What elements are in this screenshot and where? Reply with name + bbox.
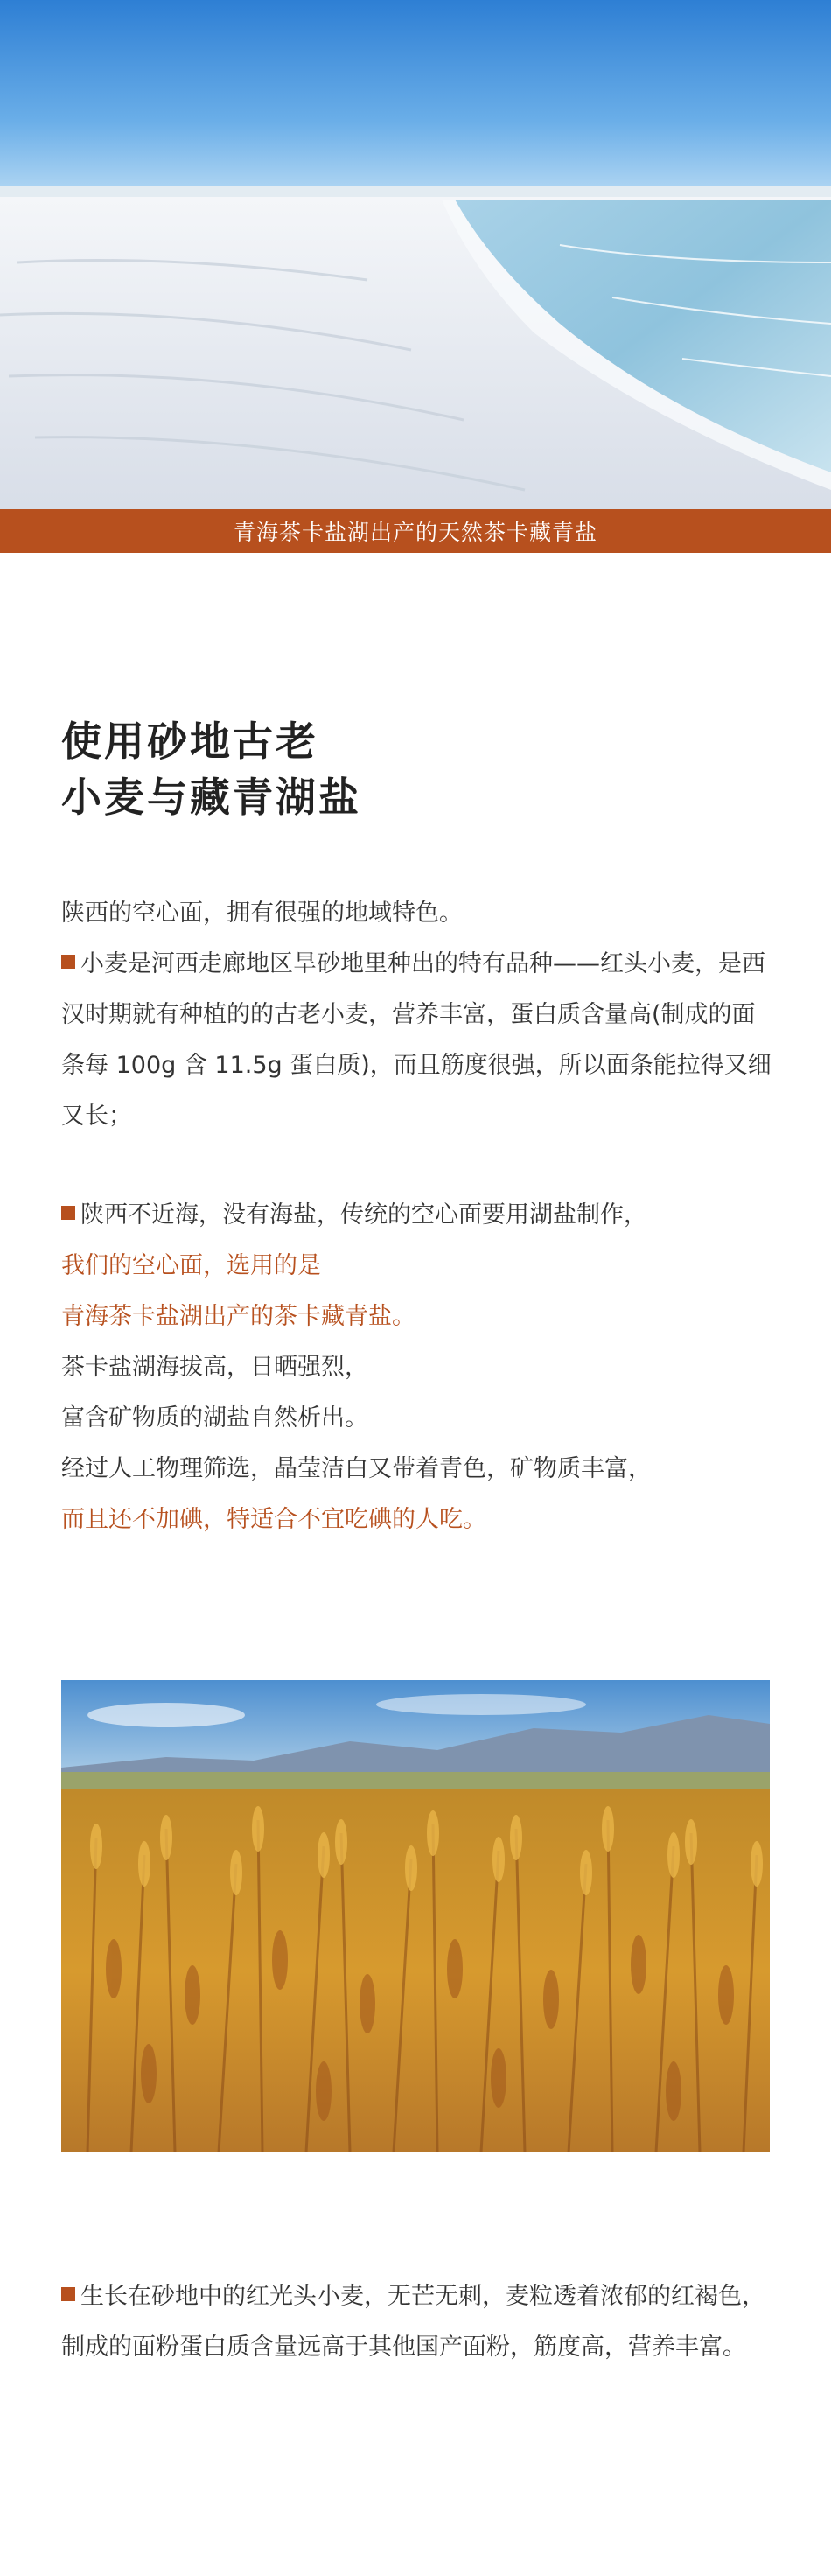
- heading-line-1: 使用砂地古老: [61, 718, 318, 765]
- wheat-paragraph: [61, 939, 779, 1142]
- bullet-square-icon: [61, 1206, 75, 1220]
- bullet-square-icon: [61, 955, 75, 969]
- wheat-paragraph-text: 小麦是河西走廊地区旱砂地里种出的特有品种——红头小麦，是西汉时期就有种植的的古老小麦，营养丰富，蛋白质含量高(制成的面条每 100g 含 11.5g 蛋白质)，而且筋度很强，所以面条能拉得又细又长；: [61, 950, 772, 1130]
- heading-line-2: 小麦与藏青湖盐: [61, 774, 361, 821]
- intro-paragraph: 陕西的空心面，拥有很强的地域特色。: [61, 900, 463, 927]
- salt-description: [61, 1190, 779, 1545]
- salt-lake-image: [0, 0, 831, 509]
- section-heading: [61, 713, 779, 825]
- image-caption: 青海茶卡盐湖出产的天然茶卡藏青盐: [233, 520, 597, 545]
- salt-line-2: 我们的空心面，选用的是: [61, 1252, 321, 1279]
- wheat-field-image: [61, 1680, 770, 2152]
- salt-line-7: 而且还不加碘，特适合不宜吃碘的人吃。: [61, 1506, 486, 1533]
- salt-line-1: [61, 1190, 779, 1241]
- red-wheat-paragraph-text: 生长在砂地中的红光头小麦，无芒无刺，麦粒透着浓郁的红褐色，制成的面粉蛋白质含量远高于其他国产面粉，筋度高，营养丰富。: [61, 2283, 765, 2361]
- salt-line-6: 经过人工物理筛选，晶莹洁白又带着青色，矿物质丰富，: [61, 1455, 652, 1482]
- salt-line-5: 富含矿物质的湖盐自然析出。: [61, 1404, 368, 1432]
- bullet-square-icon: [61, 2287, 75, 2301]
- image-caption-bar: [0, 509, 831, 553]
- red-wheat-description: [61, 2272, 779, 2373]
- red-wheat-paragraph: [61, 2272, 779, 2373]
- salt-line-3: 青海茶卡盐湖出产的茶卡藏青盐。: [61, 1303, 416, 1330]
- salt-line-4: 茶卡盐湖海拔高，日晒强烈，: [61, 1354, 368, 1381]
- salt-line-1-text: 陕西不近海，没有海盐，传统的空心面要用湖盐制作，: [80, 1201, 647, 1228]
- wheat-description: [61, 888, 779, 1142]
